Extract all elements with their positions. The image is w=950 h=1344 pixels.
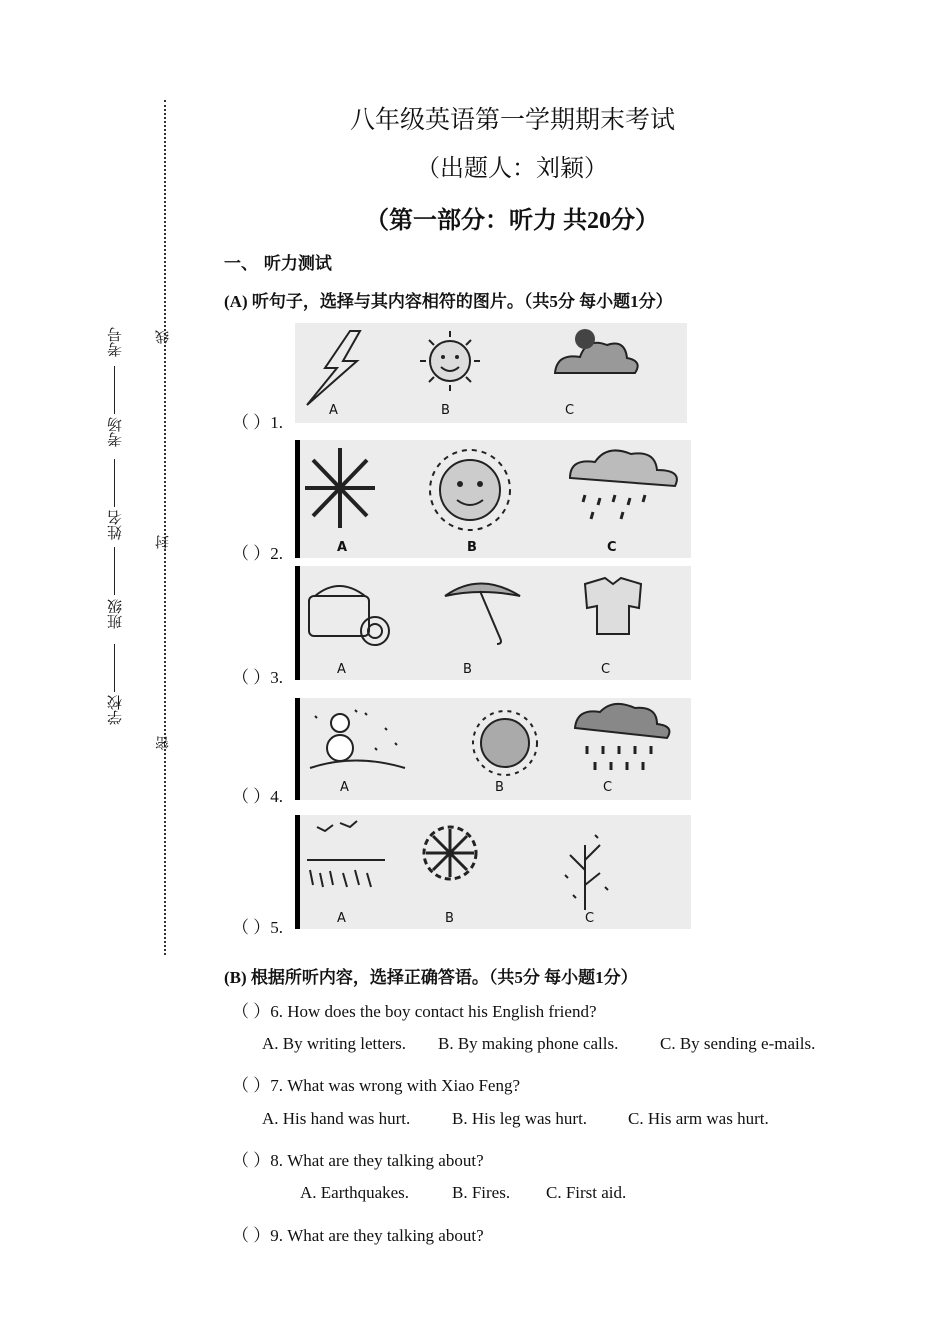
item-4-label: （ ）4.	[232, 787, 283, 806]
item-5-label: （ ）5.	[232, 918, 283, 937]
cloudy-icon	[555, 329, 638, 373]
question-7-option-c: C. His arm was hurt.	[628, 1109, 769, 1128]
picture-item-3	[295, 566, 691, 680]
autumn-tree-icon	[565, 835, 608, 910]
field-school: 学校	[106, 695, 124, 725]
umbrella-icon	[445, 584, 520, 645]
item-3-label: （ ）3.	[232, 668, 283, 687]
picture-item-4	[295, 698, 691, 800]
option-b-label: B	[467, 540, 477, 555]
picture-4-drawing	[295, 698, 691, 800]
option-b-label: B	[441, 403, 450, 418]
field-class: 班级	[106, 599, 124, 629]
field-exam-number: 考号	[106, 327, 124, 357]
question-6-option-c: C. By sending e-mails.	[660, 1034, 816, 1053]
option-a-label: A	[337, 540, 348, 555]
field-room-line	[114, 366, 115, 414]
author-line: （出题人：刘颖）	[416, 156, 608, 182]
binding-mark-xian: 线	[155, 330, 171, 344]
part-b-instruction: (B) 根据所听内容，选择正确答语。（共5分 每小题1分）	[224, 968, 638, 987]
rain-cloud-icon	[575, 704, 669, 770]
option-a-label: A	[340, 780, 349, 795]
question-8-option-b: B. Fires.	[452, 1183, 511, 1202]
option-b-label: B	[463, 662, 472, 677]
part-a-instruction: (A) 听句子，选择与其内容相符的图片。（共5分 每小题1分）	[224, 292, 673, 311]
student-info-fields	[104, 322, 124, 732]
question-6-option-b: B. By making phone calls.	[438, 1034, 619, 1053]
question-6-option-a: A. By writing letters.	[262, 1034, 407, 1053]
option-c-label: C	[585, 911, 595, 926]
question-7: （ ）7. What was wrong with Xiao Feng?	[232, 1076, 521, 1095]
question-8-option-c: C. First aid.	[546, 1183, 627, 1202]
field-room: 考场	[106, 417, 124, 447]
question-6: （ ）6. How does the boy contact his English friend?	[232, 1002, 597, 1021]
sun-icon	[430, 450, 510, 530]
option-a-label: A	[329, 403, 338, 418]
item-1-label: （ ）1.	[232, 413, 283, 432]
rain-cloud-icon	[570, 450, 677, 519]
snowman-icon	[310, 710, 405, 768]
binding-mark-feng: 封	[155, 535, 171, 549]
field-name-line	[114, 459, 115, 507]
picture-3-drawing	[295, 566, 691, 680]
snowflake-icon	[305, 448, 375, 528]
option-a-label: A	[337, 911, 346, 926]
option-a-label: A	[337, 662, 346, 677]
picture-5-drawing	[295, 815, 691, 929]
option-c-label: C	[607, 540, 617, 555]
question-8: （ ）8. What are they talking about?	[232, 1151, 484, 1170]
field-class-line	[114, 547, 115, 595]
option-b-label: B	[445, 911, 454, 926]
option-c-label: C	[565, 403, 575, 418]
picture-item-5	[295, 815, 691, 929]
snowflake-icon	[424, 827, 476, 879]
lightning-icon	[307, 331, 360, 405]
option-c-label: C	[601, 662, 611, 677]
item-2-label: （ ）2.	[232, 544, 283, 563]
camera-icon	[309, 586, 389, 645]
field-school-line	[114, 644, 115, 692]
question-9: （ ）9. What are they talking about?	[232, 1226, 484, 1245]
sweater-icon	[585, 578, 641, 634]
binding-mark-mi: 密	[155, 736, 171, 750]
picture-item-2	[295, 440, 691, 558]
spring-icon	[307, 821, 385, 887]
sun-icon	[420, 331, 480, 391]
page-title: 八年级英语第一学期期末考试	[349, 107, 675, 134]
question-7-option-a: A. His hand was hurt.	[262, 1109, 411, 1128]
section-heading: 一、 听力测试	[224, 254, 332, 274]
option-b-label: B	[495, 780, 504, 795]
question-7-option-b: B. His leg was hurt.	[452, 1109, 588, 1128]
picture-item-1	[295, 323, 687, 423]
field-name: 姓名	[106, 510, 124, 540]
picture-2-drawing	[295, 440, 691, 558]
question-8-option-a: A. Earthquakes.	[300, 1183, 410, 1202]
sun-icon	[473, 711, 537, 775]
picture-1-drawing	[295, 323, 687, 423]
part-heading: （第一部分：听力 共20分）	[365, 208, 659, 234]
option-c-label: C	[603, 780, 613, 795]
